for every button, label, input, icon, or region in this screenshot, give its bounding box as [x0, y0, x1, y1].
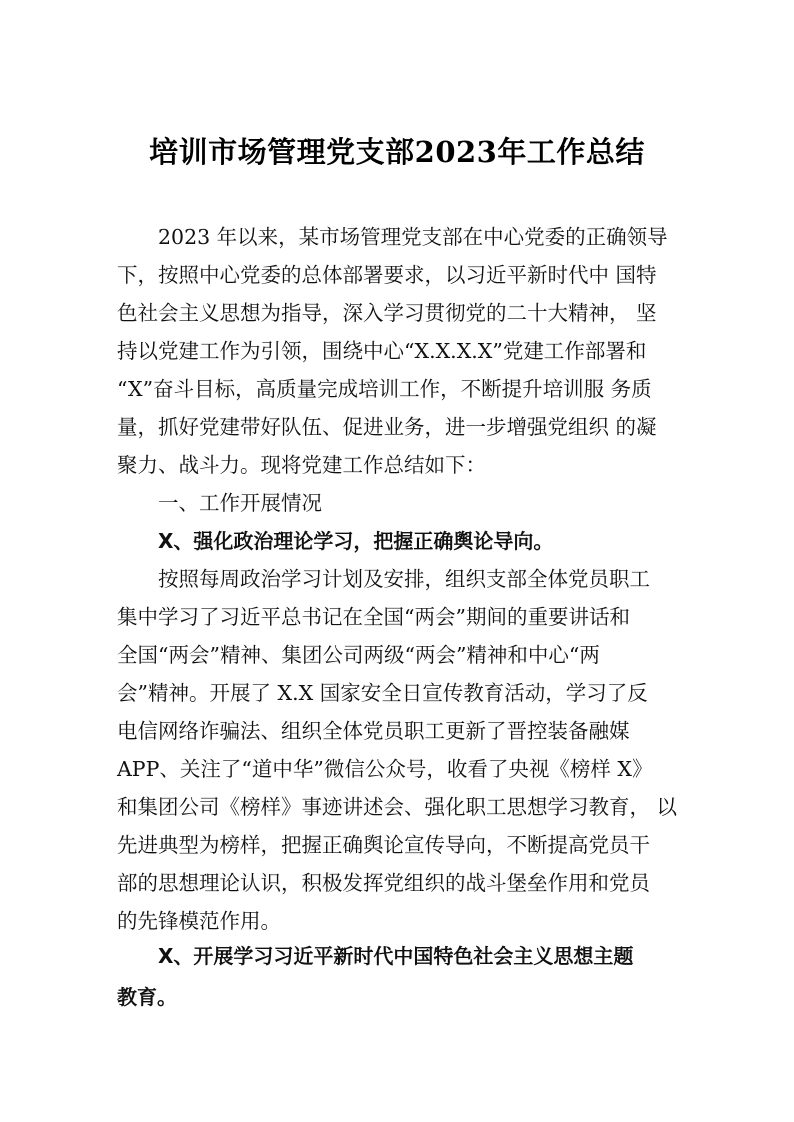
paragraph-line: APP、关注了“道中华”微信公众号，收看了央视《榜样 X》 — [117, 757, 653, 781]
paragraph-line: 和集团公司《榜样》事迹讲述会、强化职工思想学习教育， 以 — [117, 795, 678, 819]
paragraph-line: 按照每周政治学习计划及安排，组织支部全体党员职工 — [158, 567, 650, 591]
intro-line: 量，抓好党建带好队伍、促进业务，进一步增强党组织 的凝 — [117, 415, 657, 439]
intro-line: “X”奋斗目标，高质量完成培训工作，不断提升培训服 务质 — [117, 377, 652, 401]
paragraph-line: 电信网络诈骗法、组织全体党员职工更新了晋控装备融媒 — [117, 719, 630, 743]
intro-line: 持以党建工作为引领，围绕中心“X.X.X.X”党建工作部署和 — [117, 339, 647, 363]
paragraph-line: 的先锋模范作用。 — [117, 909, 281, 933]
intro-line: 2023 年以来，某市场管理党支部在中心党委的正确领导 — [158, 225, 668, 249]
paragraph-line: 集中学习了习近平总书记在全国“两会”期间的重要讲话和 — [117, 605, 630, 629]
section-title: 一、工作开展情况 — [158, 491, 322, 515]
paragraph-line: 部的思想理论认识，积极发挥党组织的战斗堡垒作用和党员 — [117, 871, 650, 895]
subheading-one — [117, 522, 689, 560]
paragraph-one — [117, 560, 689, 940]
paragraph-line: 会”精神。开展了 X.X 国家安全日宣传教育活动，学习了反 — [117, 681, 648, 705]
subheading-text: X、开展学习习近平新时代中国特色社会主义思想主题 — [158, 944, 634, 968]
document-title: 培训市场管理党支部2023年工作总结 — [149, 135, 645, 169]
intro-line: 色社会主义思想为指导，深入学习贯彻党的二十大精神， 坚 — [117, 301, 657, 325]
intro-line: 聚力、战斗力。现将党建工作总结如下： — [117, 453, 486, 477]
intro-paragraph — [117, 218, 689, 484]
subheading-text: 教育。 — [117, 985, 177, 1009]
subheading-text: X、强化政治理论学习，把握正确舆论导向。 — [158, 529, 554, 553]
paragraph-line: 先进典型为榜样，把握正确舆论宣传导向，不断提高党员干 — [117, 833, 650, 857]
paragraph-line: 全国“两会”精神、集团公司两级“两会”精神和中心“两 — [117, 643, 600, 667]
intro-line: 下，按照中心党委的总体部署要求，以习近平新时代中 国特 — [117, 263, 657, 287]
subheading-two — [117, 936, 689, 1018]
section-heading-one — [117, 484, 689, 522]
